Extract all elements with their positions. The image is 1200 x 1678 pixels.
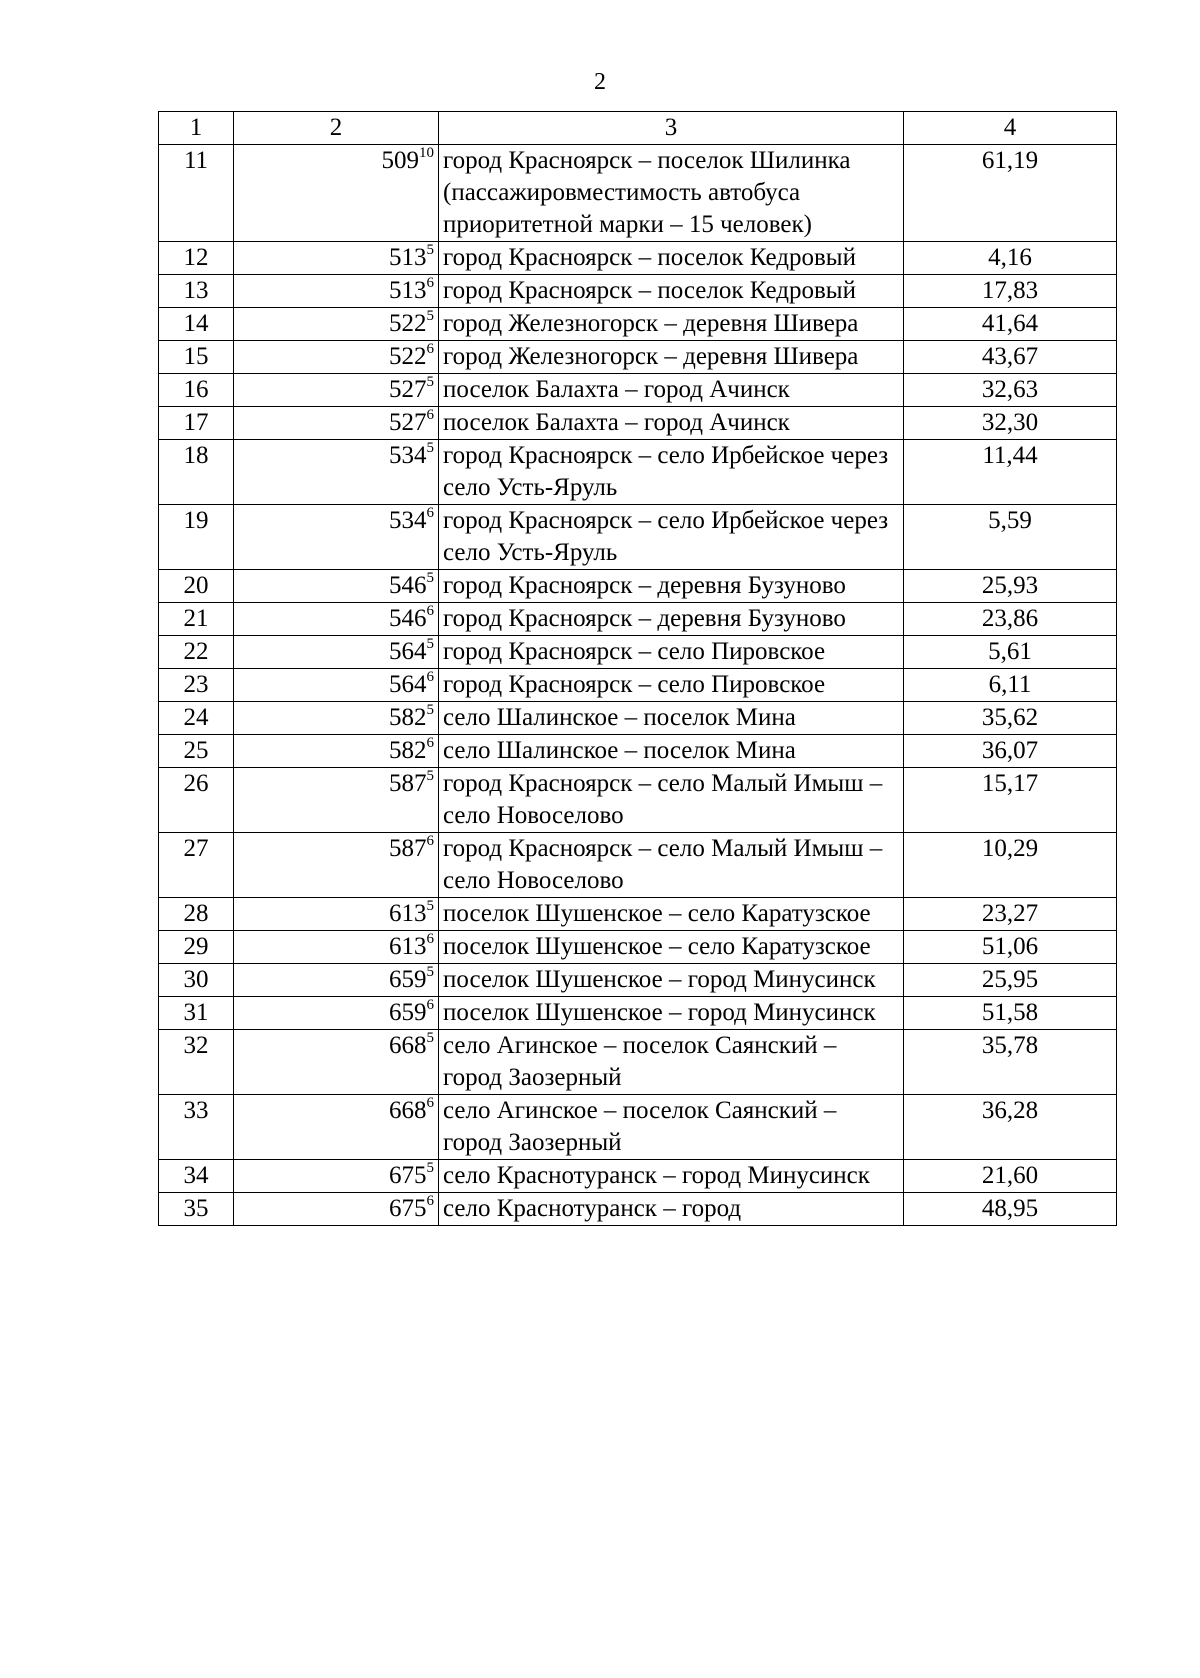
table-row: [159, 505, 1117, 570]
route-code-number: 534: [389, 442, 427, 469]
route-code-superscript: 6: [426, 406, 434, 423]
row-number: 29: [159, 931, 234, 964]
route-description: село Шалинское – поселок Мина: [439, 735, 904, 768]
route-code-number: 613: [389, 933, 427, 960]
page-number: 2: [594, 69, 606, 95]
row-number: 31: [159, 997, 234, 1030]
route-value: 36,28: [904, 1095, 1117, 1160]
row-number: 15: [159, 341, 234, 374]
route-description: поселок Шушенское – город Минусинск: [439, 964, 904, 997]
route-code: [234, 669, 439, 702]
route-code-number: 534: [389, 507, 427, 534]
route-code-number: 509: [381, 147, 419, 174]
route-description: село Агинское – поселок Саянский – город Заозерный: [439, 1095, 904, 1160]
route-value: 15,17: [904, 768, 1117, 833]
route-value: 41,64: [904, 308, 1117, 341]
route-code-superscript: 5: [426, 767, 434, 784]
table-row: [159, 407, 1117, 440]
route-description: город Красноярск – село Малый Имыш – село Новоселово: [439, 833, 904, 898]
column-header-2: 2: [234, 112, 439, 145]
route-code: [234, 341, 439, 374]
route-description: поселок Шушенское – село Каратузское: [439, 931, 904, 964]
row-number: 25: [159, 735, 234, 768]
row-number: 30: [159, 964, 234, 997]
table-row: [159, 702, 1117, 735]
route-code-superscript: 6: [426, 602, 434, 619]
route-description: город Железногорск – деревня Шивера: [439, 308, 904, 341]
row-number: 17: [159, 407, 234, 440]
row-number: 20: [159, 570, 234, 603]
route-code: [234, 505, 439, 570]
route-value: 25,95: [904, 964, 1117, 997]
route-code-number: 659: [389, 999, 427, 1026]
table-header-row: [159, 112, 1117, 145]
table-body: [159, 145, 1117, 1226]
route-code: [234, 702, 439, 735]
table-row: [159, 570, 1117, 603]
route-code: [234, 242, 439, 275]
route-code-number: 513: [389, 244, 427, 271]
route-code-number: 587: [389, 770, 427, 797]
route-code-superscript: 10: [419, 144, 434, 161]
route-code: [234, 145, 439, 242]
route-code-superscript: 5: [426, 635, 434, 652]
table-row: [159, 669, 1117, 702]
route-code: [234, 1160, 439, 1193]
table-row: [159, 997, 1117, 1030]
route-code-superscript: 5: [426, 241, 434, 258]
route-description: город Железногорск – деревня Шивера: [439, 341, 904, 374]
route-description: город Красноярск – село Ирбейское через село Усть-Яруль: [439, 505, 904, 570]
row-number: 33: [159, 1095, 234, 1160]
route-code-number: 564: [389, 671, 427, 698]
route-value: 36,07: [904, 735, 1117, 768]
route-description: село Шалинское – поселок Мина: [439, 702, 904, 735]
route-code: [234, 931, 439, 964]
table-row: [159, 145, 1117, 242]
route-code-number: 564: [389, 638, 427, 665]
route-code: [234, 768, 439, 833]
route-code-superscript: 6: [426, 1192, 434, 1209]
route-description: город Красноярск – село Пировское: [439, 669, 904, 702]
route-code-number: 546: [389, 572, 427, 599]
table-row: [159, 1193, 1117, 1226]
route-code-superscript: 6: [426, 930, 434, 947]
route-code-number: 587: [389, 835, 427, 862]
row-number: 14: [159, 308, 234, 341]
row-number: 11: [159, 145, 234, 242]
route-code-number: 613: [389, 900, 427, 927]
table-row: [159, 768, 1117, 833]
route-code-superscript: 6: [426, 832, 434, 849]
route-code: [234, 275, 439, 308]
table-row: [159, 1160, 1117, 1193]
route-value: 10,29: [904, 833, 1117, 898]
route-code: [234, 997, 439, 1030]
route-code-superscript: 5: [426, 373, 434, 390]
route-code-superscript: 6: [426, 340, 434, 357]
row-number: 26: [159, 768, 234, 833]
route-code-number: 546: [389, 605, 427, 632]
route-code: [234, 407, 439, 440]
route-code-superscript: 6: [426, 1094, 434, 1111]
row-number: 28: [159, 898, 234, 931]
route-code-number: 582: [389, 737, 427, 764]
route-code-number: 522: [389, 310, 427, 337]
route-code-number: 513: [389, 277, 427, 304]
table-row: [159, 275, 1117, 308]
row-number: 21: [159, 603, 234, 636]
route-description: поселок Балахта – город Ачинск: [439, 407, 904, 440]
route-description: город Красноярск – деревня Бузуново: [439, 570, 904, 603]
table-row: [159, 440, 1117, 505]
route-code-superscript: 5: [426, 439, 434, 456]
route-description: город Красноярск – село Ирбейское через село Усть-Яруль: [439, 440, 904, 505]
route-value: 35,62: [904, 702, 1117, 735]
row-number: 24: [159, 702, 234, 735]
column-header-3: 3: [439, 112, 904, 145]
row-number: 18: [159, 440, 234, 505]
route-code: [234, 308, 439, 341]
table-row: [159, 898, 1117, 931]
route-code: [234, 636, 439, 669]
route-description: город Красноярск – поселок Кедровый: [439, 275, 904, 308]
row-number: 27: [159, 833, 234, 898]
table-row: [159, 374, 1117, 407]
route-description: город Красноярск – деревня Бузуново: [439, 603, 904, 636]
route-value: 4,16: [904, 242, 1117, 275]
route-code-number: 582: [389, 704, 427, 731]
route-value: 5,61: [904, 636, 1117, 669]
table-row: [159, 636, 1117, 669]
table-row: [159, 931, 1117, 964]
route-value: 43,67: [904, 341, 1117, 374]
route-code-superscript: 6: [426, 996, 434, 1013]
route-description: город Красноярск – поселок Шилинка (пассажировместимость автобуса приоритетной марки – 15 человек): [439, 145, 904, 242]
row-number: 16: [159, 374, 234, 407]
route-code-superscript: 6: [426, 668, 434, 685]
route-code-superscript: 5: [426, 1159, 434, 1176]
route-value: 23,27: [904, 898, 1117, 931]
table-row: [159, 1030, 1117, 1095]
route-code: [234, 570, 439, 603]
route-value: 6,11: [904, 669, 1117, 702]
route-code: [234, 1030, 439, 1095]
table-row: [159, 1095, 1117, 1160]
route-code: [234, 374, 439, 407]
table-row: [159, 964, 1117, 997]
route-description: поселок Шушенское – город Минусинск: [439, 997, 904, 1030]
route-code-superscript: 5: [426, 569, 434, 586]
route-value: 11,44: [904, 440, 1117, 505]
route-code: [234, 898, 439, 931]
route-code-superscript: 5: [426, 897, 434, 914]
route-code-superscript: 5: [426, 1029, 434, 1046]
route-code-number: 659: [389, 966, 427, 993]
route-value: 17,83: [904, 275, 1117, 308]
route-code-number: 668: [389, 1032, 427, 1059]
route-value: 21,60: [904, 1160, 1117, 1193]
table-row: [159, 341, 1117, 374]
route-value: 51,06: [904, 931, 1117, 964]
route-value: 23,86: [904, 603, 1117, 636]
row-number: 23: [159, 669, 234, 702]
route-value: 51,58: [904, 997, 1117, 1030]
table-row: [159, 833, 1117, 898]
route-code-superscript: 6: [426, 504, 434, 521]
route-code: [234, 833, 439, 898]
route-value: 32,30: [904, 407, 1117, 440]
route-value: 48,95: [904, 1193, 1117, 1226]
route-value: 25,93: [904, 570, 1117, 603]
route-code-number: 527: [389, 376, 427, 403]
route-code-superscript: 6: [426, 734, 434, 751]
row-number: 32: [159, 1030, 234, 1095]
route-description: город Красноярск – село Малый Имыш – село Новоселово: [439, 768, 904, 833]
route-code-number: 527: [389, 409, 427, 436]
row-number: 35: [159, 1193, 234, 1226]
route-description: село Агинское – поселок Саянский – город Заозерный: [439, 1030, 904, 1095]
table-row: [159, 603, 1117, 636]
route-code: [234, 1095, 439, 1160]
route-code-number: 668: [389, 1097, 427, 1124]
row-number: 12: [159, 242, 234, 275]
route-code: [234, 735, 439, 768]
table-row: [159, 242, 1117, 275]
route-code-number: 522: [389, 343, 427, 370]
route-value: 32,63: [904, 374, 1117, 407]
route-code-superscript: 5: [426, 701, 434, 718]
routes-table: [158, 111, 1117, 1226]
route-code-superscript: 5: [426, 963, 434, 980]
route-description: поселок Шушенское – село Каратузское: [439, 898, 904, 931]
route-code: [234, 964, 439, 997]
route-description: поселок Балахта – город Ачинск: [439, 374, 904, 407]
table-row: [159, 308, 1117, 341]
route-description: село Краснотуранск – город Минусинск: [439, 1160, 904, 1193]
column-header-1: 1: [159, 112, 234, 145]
route-value: 5,59: [904, 505, 1117, 570]
route-code-superscript: 6: [426, 274, 434, 291]
route-code: [234, 603, 439, 636]
route-value: 35,78: [904, 1030, 1117, 1095]
route-code: [234, 440, 439, 505]
table-row: [159, 735, 1117, 768]
route-code-number: 675: [389, 1162, 427, 1189]
column-header-4: 4: [904, 112, 1117, 145]
row-number: 22: [159, 636, 234, 669]
route-code-superscript: 5: [426, 307, 434, 324]
row-number: 34: [159, 1160, 234, 1193]
route-value: 61,19: [904, 145, 1117, 242]
route-description: село Краснотуранск – город: [439, 1193, 904, 1226]
route-description: город Красноярск – поселок Кедровый: [439, 242, 904, 275]
route-code-number: 675: [389, 1195, 427, 1222]
route-description: город Красноярск – село Пировское: [439, 636, 904, 669]
row-number: 19: [159, 505, 234, 570]
route-code: [234, 1193, 439, 1226]
row-number: 13: [159, 275, 234, 308]
